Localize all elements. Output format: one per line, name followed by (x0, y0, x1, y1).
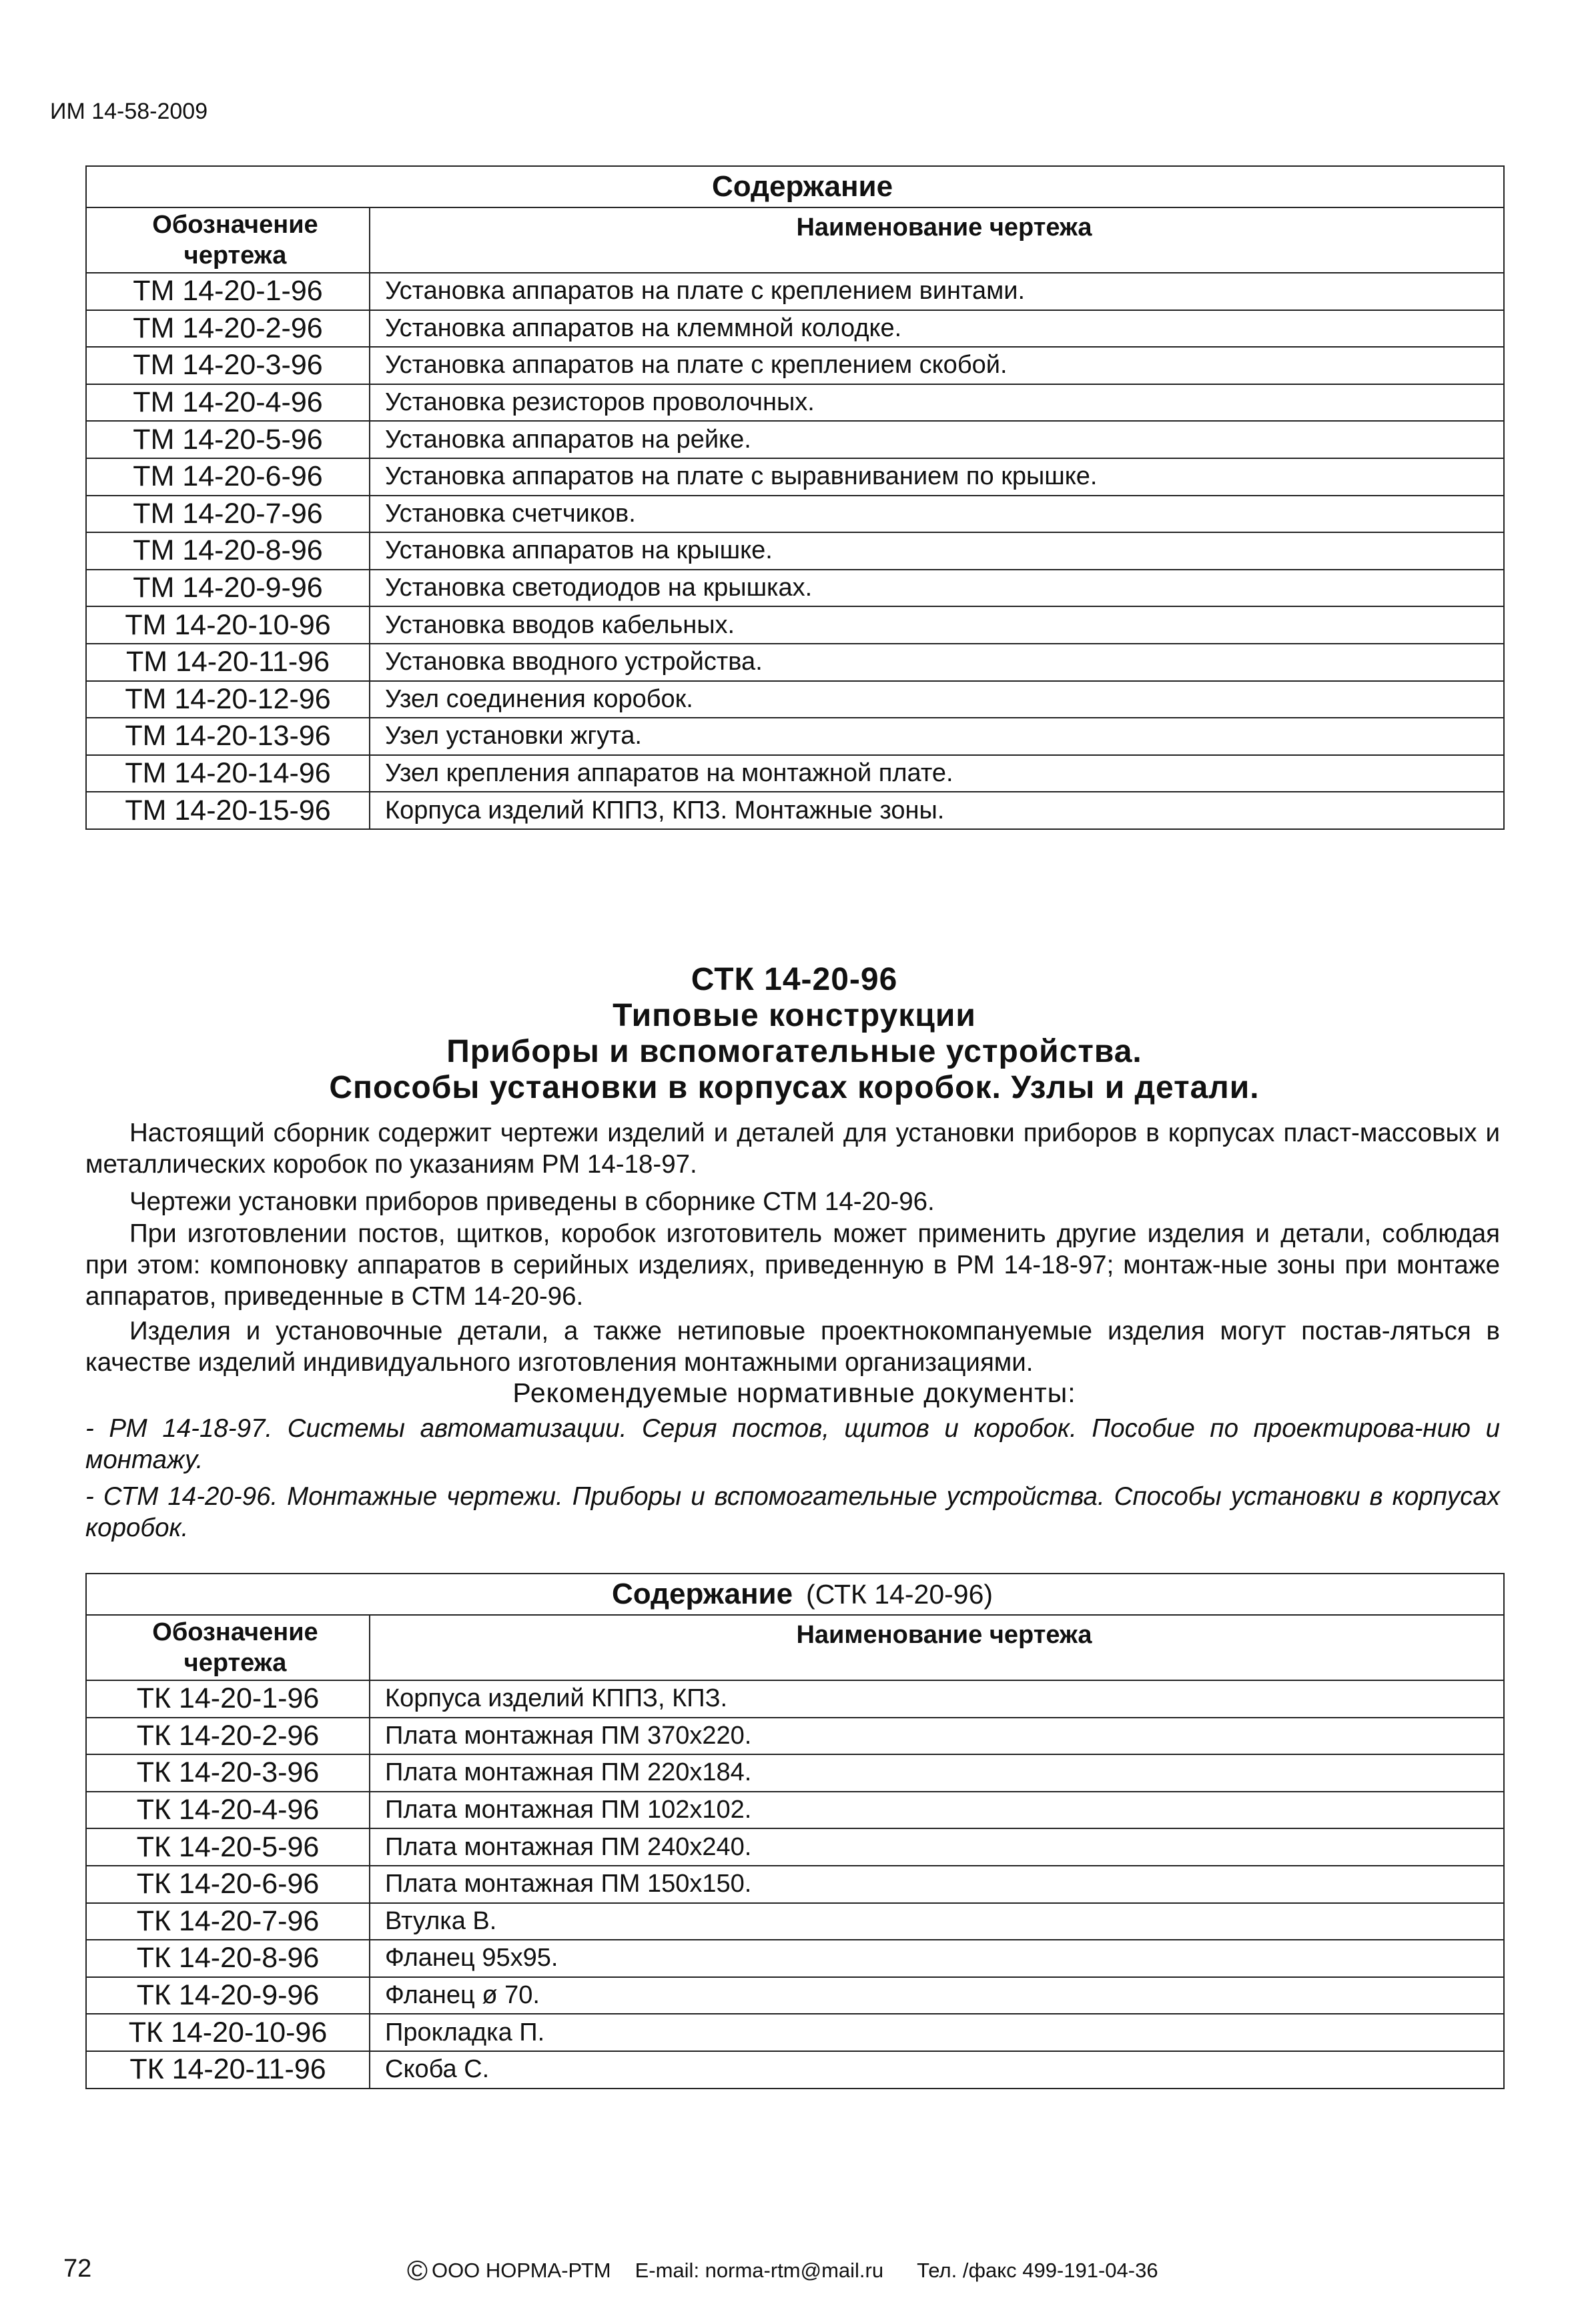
drawing-code: ТК 14-20-11-96 (86, 2051, 370, 2089)
drawing-name: Установка аппаратов на плате с креплением скобой. (370, 347, 1504, 384)
copyright-symbol: © (407, 2255, 428, 2286)
drawing-name: Прокладка П. (370, 2014, 1504, 2051)
footer-phone: Тел. /факс 499-191-04-36 (917, 2259, 1158, 2282)
drawing-code: ТК 14-20-1-96 (86, 1680, 370, 1718)
drawing-code: ТМ 14-20-8-96 (86, 532, 370, 570)
footer (407, 2255, 1158, 2287)
drawing-name: Фланец 95х95. (370, 1940, 1504, 1977)
drawing-name: Установка аппаратов на плате с выравниванием по крышке. (370, 458, 1504, 496)
table-row (86, 1680, 1504, 1718)
drawing-code: ТК 14-20-2-96 (86, 1718, 370, 1755)
drawing-name: Корпуса изделий КППЗ, КПЗ. Монтажные зоны. (370, 792, 1504, 829)
table-row (86, 310, 1504, 348)
document-code: ИМ 14-58-2009 (50, 99, 208, 124)
table-body (86, 1680, 1504, 2089)
drawing-code: ТК 14-20-10-96 (86, 2014, 370, 2051)
drawing-code: ТМ 14-20-5-96 (86, 421, 370, 458)
drawing-name: Установка вводов кабельных. (370, 606, 1504, 644)
drawing-code: ТК 14-20-6-96 (86, 1866, 370, 1903)
drawing-name: Втулка В. (370, 1903, 1504, 1940)
footer-company: ООО НОРМА-РТМ (431, 2259, 611, 2282)
table-row (86, 1977, 1504, 2014)
table-row (86, 570, 1504, 607)
table-row (86, 1754, 1504, 1792)
column-header-name: Наименование чертежа (370, 207, 1504, 273)
drawing-name: Установка аппаратов на клеммной колодке. (370, 310, 1504, 348)
drawing-code: ТМ 14-20-14-96 (86, 755, 370, 792)
drawing-name: Установка светодиодов на крышках. (370, 570, 1504, 607)
drawing-name: Установка аппаратов на плате с креплением винтами. (370, 273, 1504, 310)
table-row (86, 496, 1504, 533)
table-row (86, 606, 1504, 644)
drawing-code: ТК 14-20-7-96 (86, 1903, 370, 1940)
drawing-name: Фланец ø 70. (370, 1977, 1504, 2014)
table-row (86, 273, 1504, 310)
drawing-code: ТМ 14-20-10-96 (86, 606, 370, 644)
drawing-name: Установка аппаратов на крышке. (370, 532, 1504, 570)
drawing-code: ТМ 14-20-1-96 (86, 273, 370, 310)
drawing-name: Установка счетчиков. (370, 496, 1504, 533)
drawing-code: ТМ 14-20-6-96 (86, 458, 370, 496)
reference-rm: - РМ 14-18-97. Системы автоматизации. Серия постов, щитов и коробок. Пособие по проектирова-нию и монтажу. (85, 1414, 1500, 1474)
recommended-docs-title: Рекомендуемые нормативные документы: (512, 1377, 1076, 1408)
drawing-code: ТМ 14-20-4-96 (86, 384, 370, 422)
table-row (86, 1828, 1504, 1866)
drawing-code: ТМ 14-20-2-96 (86, 310, 370, 348)
drawing-code: ТМ 14-20-13-96 (86, 718, 370, 755)
drawing-name: Плата монтажная ПМ 240х240. (370, 1828, 1504, 1866)
paragraph-parts: Изделия и установочные детали, а также нетиповые проектнокомпануемые изделия могут постав-ляться в качестве изделий индивидуального изготовления монтажными организациями. (85, 1317, 1500, 1377)
section-title-3: Способы установки в корпусах коробок. Узлы и детали. (329, 1070, 1260, 1105)
section-heading (85, 962, 1503, 1106)
column-header-name: Наименование чертежа (370, 1615, 1504, 1680)
table-title-extra: (СТК 14-20-96) (806, 1579, 994, 1610)
drawing-name: Узел установки жгута. (370, 718, 1504, 755)
paragraph-intro: Настоящий сборник содержит чертежи изделий и деталей для установки приборов в корпусах пласт-массовых и металлических коробок по указаниям РМ 14-18-97. (85, 1119, 1500, 1179)
table-row (86, 1866, 1504, 1903)
section-title-1: Типовые конструкции (613, 998, 976, 1033)
table-row (86, 1718, 1504, 1755)
drawing-code: ТК 14-20-9-96 (86, 1977, 370, 2014)
drawing-code: ТМ 14-20-15-96 (86, 792, 370, 829)
table-row (86, 1792, 1504, 1829)
drawing-name: Узел крепления аппаратов на монтажной плате. (370, 755, 1504, 792)
drawing-name: Установка аппаратов на рейке. (370, 421, 1504, 458)
drawing-code: ТК 14-20-5-96 (86, 1828, 370, 1866)
drawing-name: Установка вводного устройства. (370, 644, 1504, 681)
section-title-2: Приборы и вспомогательные устройства. (446, 1034, 1142, 1069)
drawing-code: ТМ 14-20-11-96 (86, 644, 370, 681)
table-row (86, 644, 1504, 681)
table-row (86, 718, 1504, 755)
table-title: Содержание (86, 166, 1504, 207)
drawing-name: Установка резисторов проволочных. (370, 384, 1504, 422)
drawing-code: ТК 14-20-4-96 (86, 1792, 370, 1829)
column-header-code: Обозначение чертежа (86, 207, 370, 273)
drawing-name: Плата монтажная ПМ 370х220. (370, 1718, 1504, 1755)
drawing-name: Узел соединения коробок. (370, 681, 1504, 718)
column-header-code: Обозначение чертежа (86, 1615, 370, 1680)
table-row (86, 2051, 1504, 2089)
table-row (86, 681, 1504, 718)
table-row (86, 1940, 1504, 1977)
drawing-code: ТК 14-20-8-96 (86, 1940, 370, 1977)
table-row (86, 792, 1504, 829)
table-row (86, 1903, 1504, 1940)
table-body (86, 273, 1504, 829)
paragraph-manufacturing: При изготовлении постов, щитков, коробок изготовитель может применить другие изделия и детали, соблюдая при этом: компоновку аппаратов в серийных изделиях, приведенную в РМ 14-18-97; монтаж-ные зоны при монтаже аппаратов, приведенные в СТМ 14-20-96. (85, 1219, 1500, 1311)
paragraph-drawings: Чертежи установки приборов приведены в сборнике СТМ 14-20-96. (129, 1187, 935, 1216)
table-row (86, 347, 1504, 384)
contents-table-tk (85, 1573, 1505, 2089)
drawing-code: ТМ 14-20-12-96 (86, 681, 370, 718)
drawing-code: ТК 14-20-3-96 (86, 1754, 370, 1792)
contents-table-tm (85, 165, 1505, 830)
footer-email: E-mail: norma-rtm@mail.ru (635, 2259, 884, 2282)
drawing-code: ТМ 14-20-9-96 (86, 570, 370, 607)
table-row (86, 755, 1504, 792)
section-code: СТК 14-20-96 (691, 962, 898, 997)
drawing-code: ТМ 14-20-3-96 (86, 347, 370, 384)
table-row (86, 421, 1504, 458)
drawing-code: ТМ 14-20-7-96 (86, 496, 370, 533)
table-title-cell (86, 1574, 1504, 1615)
table-row (86, 2014, 1504, 2051)
table-row (86, 384, 1504, 422)
page-number: 72 (63, 2255, 92, 2283)
drawing-name: Плата монтажная ПМ 220х184. (370, 1754, 1504, 1792)
table-row (86, 458, 1504, 496)
table-row (86, 532, 1504, 570)
drawing-name: Плата монтажная ПМ 102х102. (370, 1792, 1504, 1829)
table-title: Содержание (611, 1578, 793, 1610)
reference-stm: - СТМ 14-20-96. Монтажные чертежи. Приборы и вспомогательные устройства. Способы установки в корпусах коробок. (85, 1482, 1500, 1542)
drawing-name: Плата монтажная ПМ 150х150. (370, 1866, 1504, 1903)
drawing-name: Скоба С. (370, 2051, 1504, 2089)
drawing-name: Корпуса изделий КППЗ, КПЗ. (370, 1680, 1504, 1718)
